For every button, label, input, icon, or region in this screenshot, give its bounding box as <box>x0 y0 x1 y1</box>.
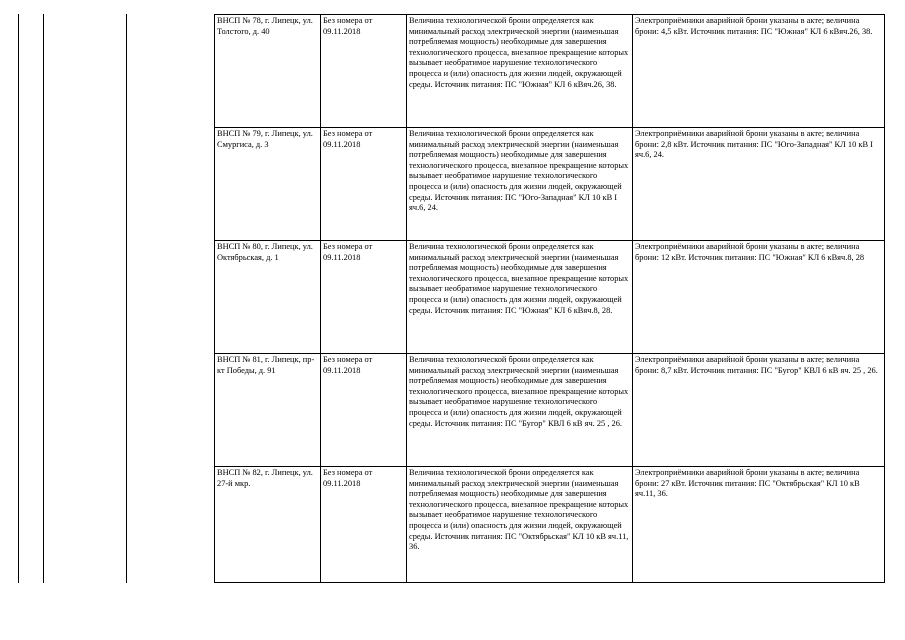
note-cell: Электроприёмники аварийной брони указаны в акте; величина брони: 4,5 кВт. Источник питания: ПС "Южная" КЛ 6 кВяч.26, 38. <box>633 15 885 128</box>
table-border-line <box>18 14 19 583</box>
description-cell: Величина технологической брони определяется как минимальный расход электрической энергии (наименьшая потребляемая мощность) необходимые для завершения технологического процесса, внезапное прекращение которых вызывает необратимое нарушение технологического процесса и (или) опасность для жизни людей, окружающей среды. Источник питания: ПС "Южная" КЛ 6 кВяч.26, 38. <box>407 15 633 128</box>
table-row <box>215 128 885 241</box>
table-row <box>215 241 885 354</box>
document-cell: Без номера от 09.11.2018 <box>321 128 407 241</box>
description-cell: Величина технологической брони определяется как минимальный расход электрической энергии (наименьшая потребляемая мощность) необходимые для завершения технологического процесса, внезапное прекращение которых вызывает необратимое нарушение технологического процесса и (или) опасность для жизни людей, окружающей среды. Источник питания: ПС "Юго-Западная" КЛ 10 кВ I яч.6, 24. <box>407 128 633 241</box>
description-cell: Величина технологической брони определяется как минимальный расход электрической энергии (наименьшая потребляемая мощность) необходимые для завершения технологического процесса, внезапное прекращение которых вызывает необратимое нарушение технологического процесса и (или) опасность для жизни людей, окружающей среды. Источник питания: ПС "Октябрьская" КЛ 10 кВ яч.11, 36. <box>407 467 633 583</box>
table-row <box>215 354 885 467</box>
table-row <box>215 15 885 128</box>
note-cell: Электроприёмники аварийной брони указаны в акте; величина брони: 27 кВт. Источник питания: ПС "Октябрьская" КЛ 10 кВ яч.11, 36. <box>633 467 885 583</box>
description-cell: Величина технологической брони определяется как минимальный расход электрической энергии (наименьшая потребляемая мощность) необходимые для завершения технологического процесса, внезапное прекращение которых вызывает необратимое нарушение технологического процесса и (или) опасность для жизни людей, окружающей среды. Источник питания: ПС "Бугор" КВЛ 6 кВ яч. 25 , 26. <box>407 354 633 467</box>
object-cell: ВНСП № 80, г. Липецк, ул. Октябрьская, д. 1 <box>215 241 321 354</box>
object-cell: ВНСП № 81, г. Липецк, пр-кт Победы, д. 91 <box>215 354 321 467</box>
document-cell: Без номера от 09.11.2018 <box>321 467 407 583</box>
object-cell: ВНСП № 82, г. Липецк, ул. 27-й мкр. <box>215 467 321 583</box>
reservation-table <box>214 14 885 583</box>
note-cell: Электроприёмники аварийной брони указаны в акте; величина брони: 2,8 кВт. Источник питания: ПС "Юго-Западная" КЛ 10 кВ I яч.6, 24. <box>633 128 885 241</box>
table-row <box>215 467 885 583</box>
description-cell: Величина технологической брони определяется как минимальный расход электрической энергии (наименьшая потребляемая мощность) необходимые для завершения технологического процесса, внезапное прекращение которых вызывает необратимое нарушение технологического процесса и (или) опасность для жизни людей, окружающей среды. Источник питания: ПС "Южная" КЛ 6 кВяч.8, 28. <box>407 241 633 354</box>
table-border-line <box>43 14 44 583</box>
table-border-line <box>126 14 127 583</box>
object-cell: ВНСП № 79, г. Липецк, ул. Смургиса, д. 3 <box>215 128 321 241</box>
document-cell: Без номера от 09.11.2018 <box>321 354 407 467</box>
note-cell: Электроприёмники аварийной брони указаны в акте; величина брони: 8,7 кВт. Источник питания: ПС "Бугор" КВЛ 6 кВ яч. 25 , 26. <box>633 354 885 467</box>
object-cell: ВНСП № 78, г. Липецк, ул. Толстого, д. 40 <box>215 15 321 128</box>
note-cell: Электроприёмники аварийной брони указаны в акте; величина брони: 12 кВт. Источник питания: ПС "Южная" КЛ 6 кВяч.8, 28 <box>633 241 885 354</box>
document-cell: Без номера от 09.11.2018 <box>321 241 407 354</box>
document-cell: Без номера от 09.11.2018 <box>321 15 407 128</box>
